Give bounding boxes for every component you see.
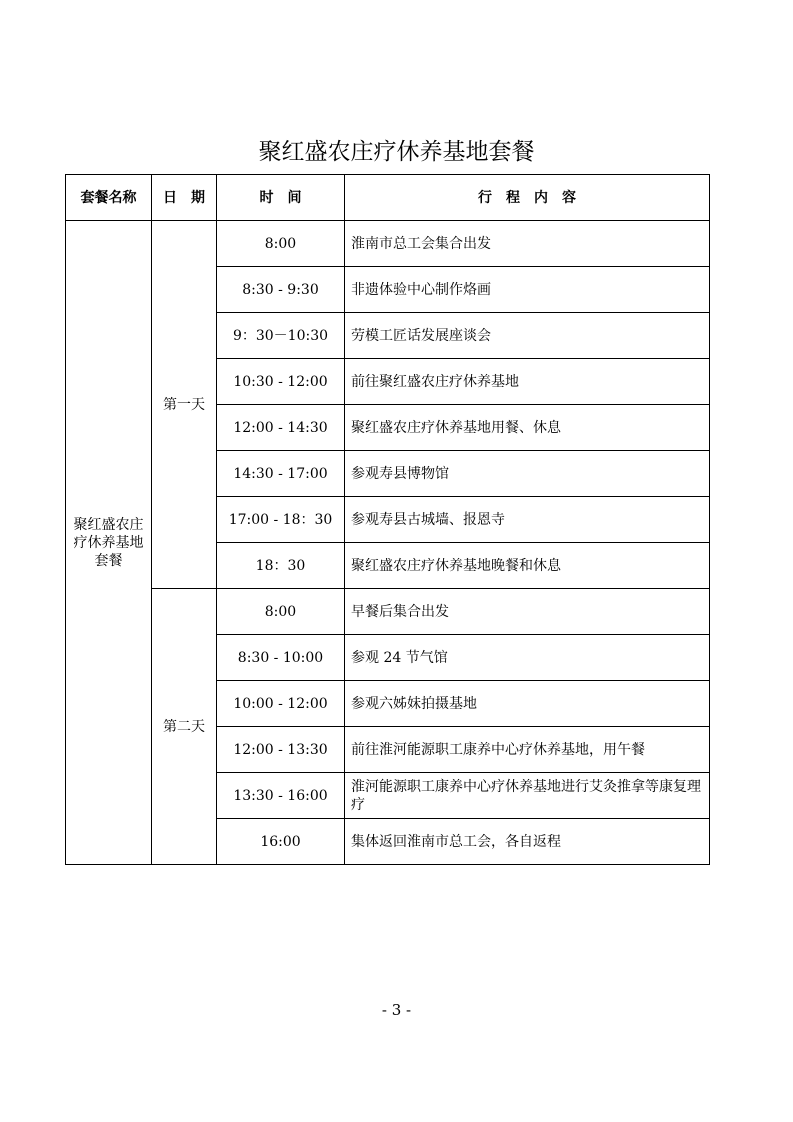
time-cell: 8:30 - 10:00 <box>217 635 345 681</box>
day-label-cell: 第一天 <box>152 221 217 589</box>
header-row <box>66 175 710 221</box>
document-title: 聚红盛农庄疗休养基地套餐 <box>258 139 535 165</box>
content-cell: 前往淮河能源职工康养中心疗休养基地，用午餐 <box>345 727 710 773</box>
time-cell: 8:00 <box>217 589 345 635</box>
content-cell: 淮河能源职工康养中心疗休养基地进行艾灸推拿等康复理疗 <box>345 773 710 819</box>
day-label-cell: 第二天 <box>152 589 217 865</box>
header-time: 时 间 <box>217 175 345 221</box>
time-cell: 9：30－10:30 <box>217 313 345 359</box>
content-cell: 早餐后集合出发 <box>345 589 710 635</box>
table-row <box>66 221 710 267</box>
time-cell: 12:00 - 13:30 <box>217 727 345 773</box>
time-cell: 12:00 - 14:30 <box>217 405 345 451</box>
content-cell: 集体返回淮南市总工会，各自返程 <box>345 819 710 865</box>
time-cell: 16:00 <box>217 819 345 865</box>
table-row <box>66 589 710 635</box>
time-cell: 14:30 - 17:00 <box>217 451 345 497</box>
content-cell: 前往聚红盛农庄疗休养基地 <box>345 359 710 405</box>
content-cell: 聚红盛农庄疗休养基地用餐、休息 <box>345 405 710 451</box>
time-cell: 8:00 <box>217 221 345 267</box>
time-cell: 10:30 - 12:00 <box>217 359 345 405</box>
header-package: 套餐名称 <box>66 175 152 221</box>
header-content: 行 程 内 容 <box>345 175 710 221</box>
package-name-cell: 聚红盛农庄疗休养基地套餐 <box>66 221 152 865</box>
content-cell: 劳模工匠话发展座谈会 <box>345 313 710 359</box>
content-cell: 参观 24 节气馆 <box>345 635 710 681</box>
time-cell: 17:00 - 18：30 <box>217 497 345 543</box>
content-cell: 非遗体验中心制作烙画 <box>345 267 710 313</box>
content-cell: 淮南市总工会集合出发 <box>345 221 710 267</box>
time-cell: 13:30 - 16:00 <box>217 773 345 819</box>
schedule-table <box>65 174 710 865</box>
content-cell: 参观六姊妹拍摄基地 <box>345 681 710 727</box>
content-cell: 聚红盛农庄疗休养基地晚餐和休息 <box>345 543 710 589</box>
header-date: 日 期 <box>152 175 217 221</box>
page-number: - 3 - <box>381 1001 412 1019</box>
time-cell: 8:30 - 9:30 <box>217 267 345 313</box>
time-cell: 10:00 - 12:00 <box>217 681 345 727</box>
content-cell: 参观寿县古城墙、报恩寺 <box>345 497 710 543</box>
content-cell: 参观寿县博物馆 <box>345 451 710 497</box>
time-cell: 18：30 <box>217 543 345 589</box>
